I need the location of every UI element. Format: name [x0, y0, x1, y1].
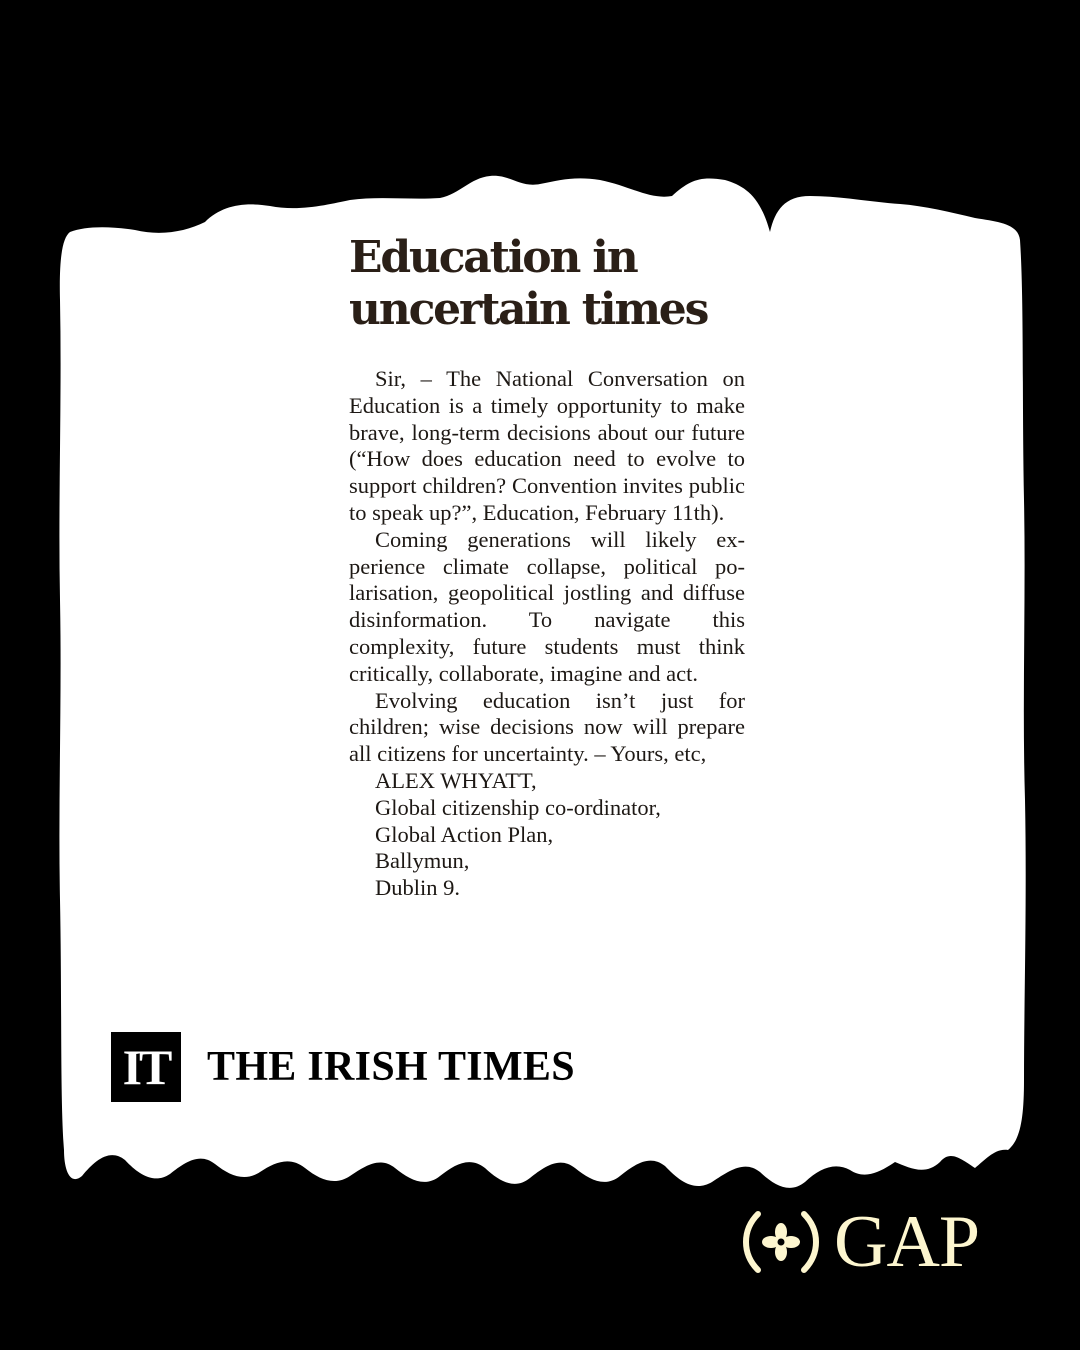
headline-line-1: Education in: [349, 232, 637, 283]
irish-times-logo-icon: IT: [111, 1032, 181, 1102]
author-role: Global citizenship co-ordinator,: [375, 794, 661, 820]
letter-article: [349, 232, 745, 902]
gap-wordmark: GAP: [834, 1201, 980, 1283]
author-name: ALEX WHYATT,: [375, 767, 537, 793]
article-headline: [349, 232, 745, 336]
gap-brand-logo: [742, 1201, 980, 1283]
newspaper-name: THE IRISH TIMES: [207, 1044, 575, 1090]
gap-clover-icon: [742, 1206, 820, 1278]
irish-times-masthead: [111, 1032, 575, 1102]
author-city: Dublin 9.: [375, 875, 461, 901]
letter-paragraph-3: Evolving education isn’t just for children; wise decisions now will prepare all citizens for uncertainty. – Yours, etc,: [349, 687, 745, 767]
letter-paragraph-1: Sir, – The National Conversation on Education is a timely opportunity to make brave, long-term decisions about our future (“How does education need to evolve to support children? Convention invites public to speak up?”, Education, February 11th).: [349, 366, 745, 525]
letter-body: [349, 366, 745, 902]
author-area: Ballymun,: [375, 848, 470, 874]
letter-signoff: [349, 768, 745, 902]
author-organisation: Global Action Plan,: [375, 821, 554, 847]
letter-paragraph-2: Coming generations will likely experience climate collapse, political polarisation, geopolitical jostling and diffuse disinformation. To navigate this complexity, future students must think critically, collaborate, imagine and act.: [349, 526, 745, 686]
headline-line-2: uncertain times: [349, 284, 708, 335]
